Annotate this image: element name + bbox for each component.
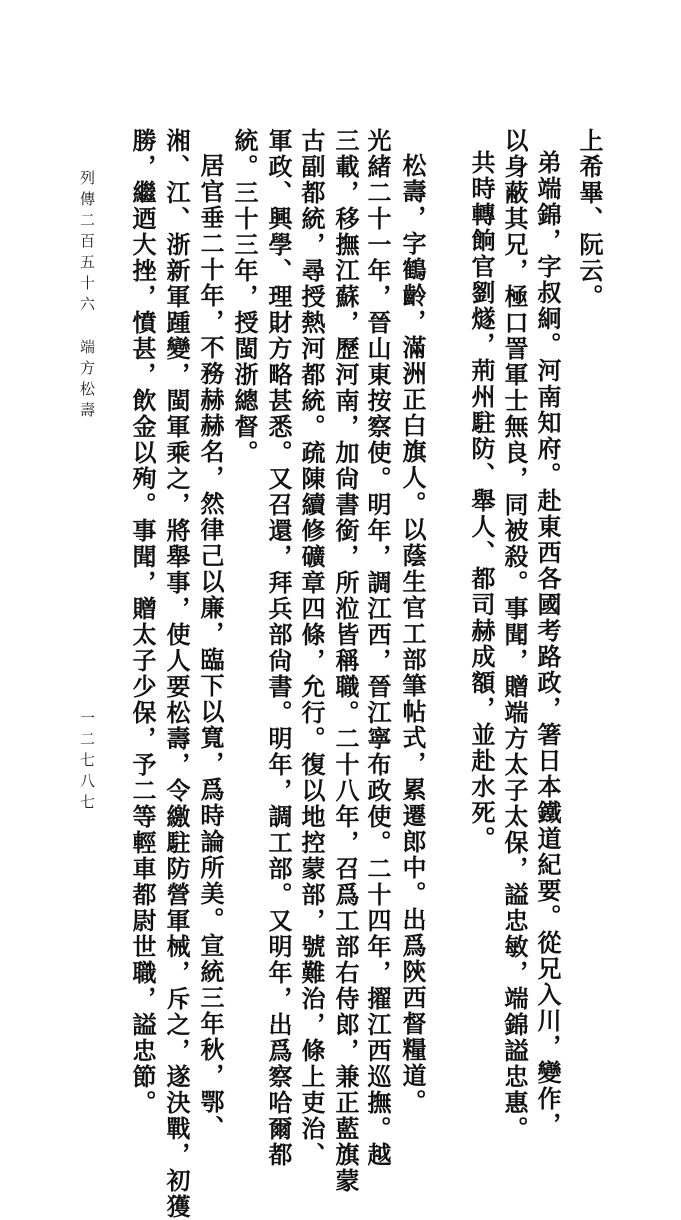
text-column: 古副都統，尋授熱河都統。疏陳續修礦章四條，允行。復以地控蒙部，號難治，條上吏治、 <box>297 128 326 1168</box>
text-column: 以身蔽其兄，極口詈軍士無良，同被殺。事聞，贈端方太子太保，謚忠敏，端錦謚忠惠。 <box>500 128 529 1142</box>
page-number: 一二七八七 <box>78 710 96 815</box>
text-column: 居官垂二十年，不務赫赫名，然律己以廉，臨下以寬，爲時論所美。宣統三年秋，鄂、 <box>196 153 225 1141</box>
text-column: 光緒二十一年，晉山東按察使。明年，調江西，晉江寧布政使。二十四年，擢江西巡撫。越 <box>363 128 392 1168</box>
text-column: 共時轉餉官劉燧，荊州駐防、舉人、都司赫成額，並赴水死。 <box>467 150 496 852</box>
text-column: 勝，繼迺大挫，憤甚，飲金以殉。事聞，贈太子少保，予二等輕車都尉世職，謚忠節。 <box>128 128 157 1116</box>
text-column: 上希畢、阮云。 <box>575 128 604 310</box>
volume-label: 列傳二百五十六 <box>78 170 96 317</box>
text-column: 統。三十三年，授閩浙總督。 <box>230 128 259 466</box>
text-column: 湘、江、浙新軍踵變，閩軍乘之，將舉事，使人要松壽，令繳駐防營軍械，斥之，遂決戰，初獲 <box>162 128 191 1220</box>
text-column: 三載，移撫江蘇，歷河南，加尙書銜，所涖皆稱職。二十八年，召爲工部右侍郎，兼正藍旗蒙 <box>331 128 360 1194</box>
running-header <box>78 170 96 423</box>
text-column: 弟端錦，字叔絅。河南知府。赴東西各國考路政，箸日本鐵道紀要。從兄入川，變作， <box>533 150 562 1138</box>
names-label: 端方松壽 <box>78 339 96 423</box>
text-column: 軍政、興學、理財方略甚悉。又召還，拜兵部尙書。明年，調工部。又明年，出爲察哈爾都 <box>264 128 293 1168</box>
text-column: 松壽，字鶴齡，滿洲正白旗人。以蔭生官工部筆帖式，累遷郎中。出爲陝西督糧道。 <box>398 153 427 1115</box>
